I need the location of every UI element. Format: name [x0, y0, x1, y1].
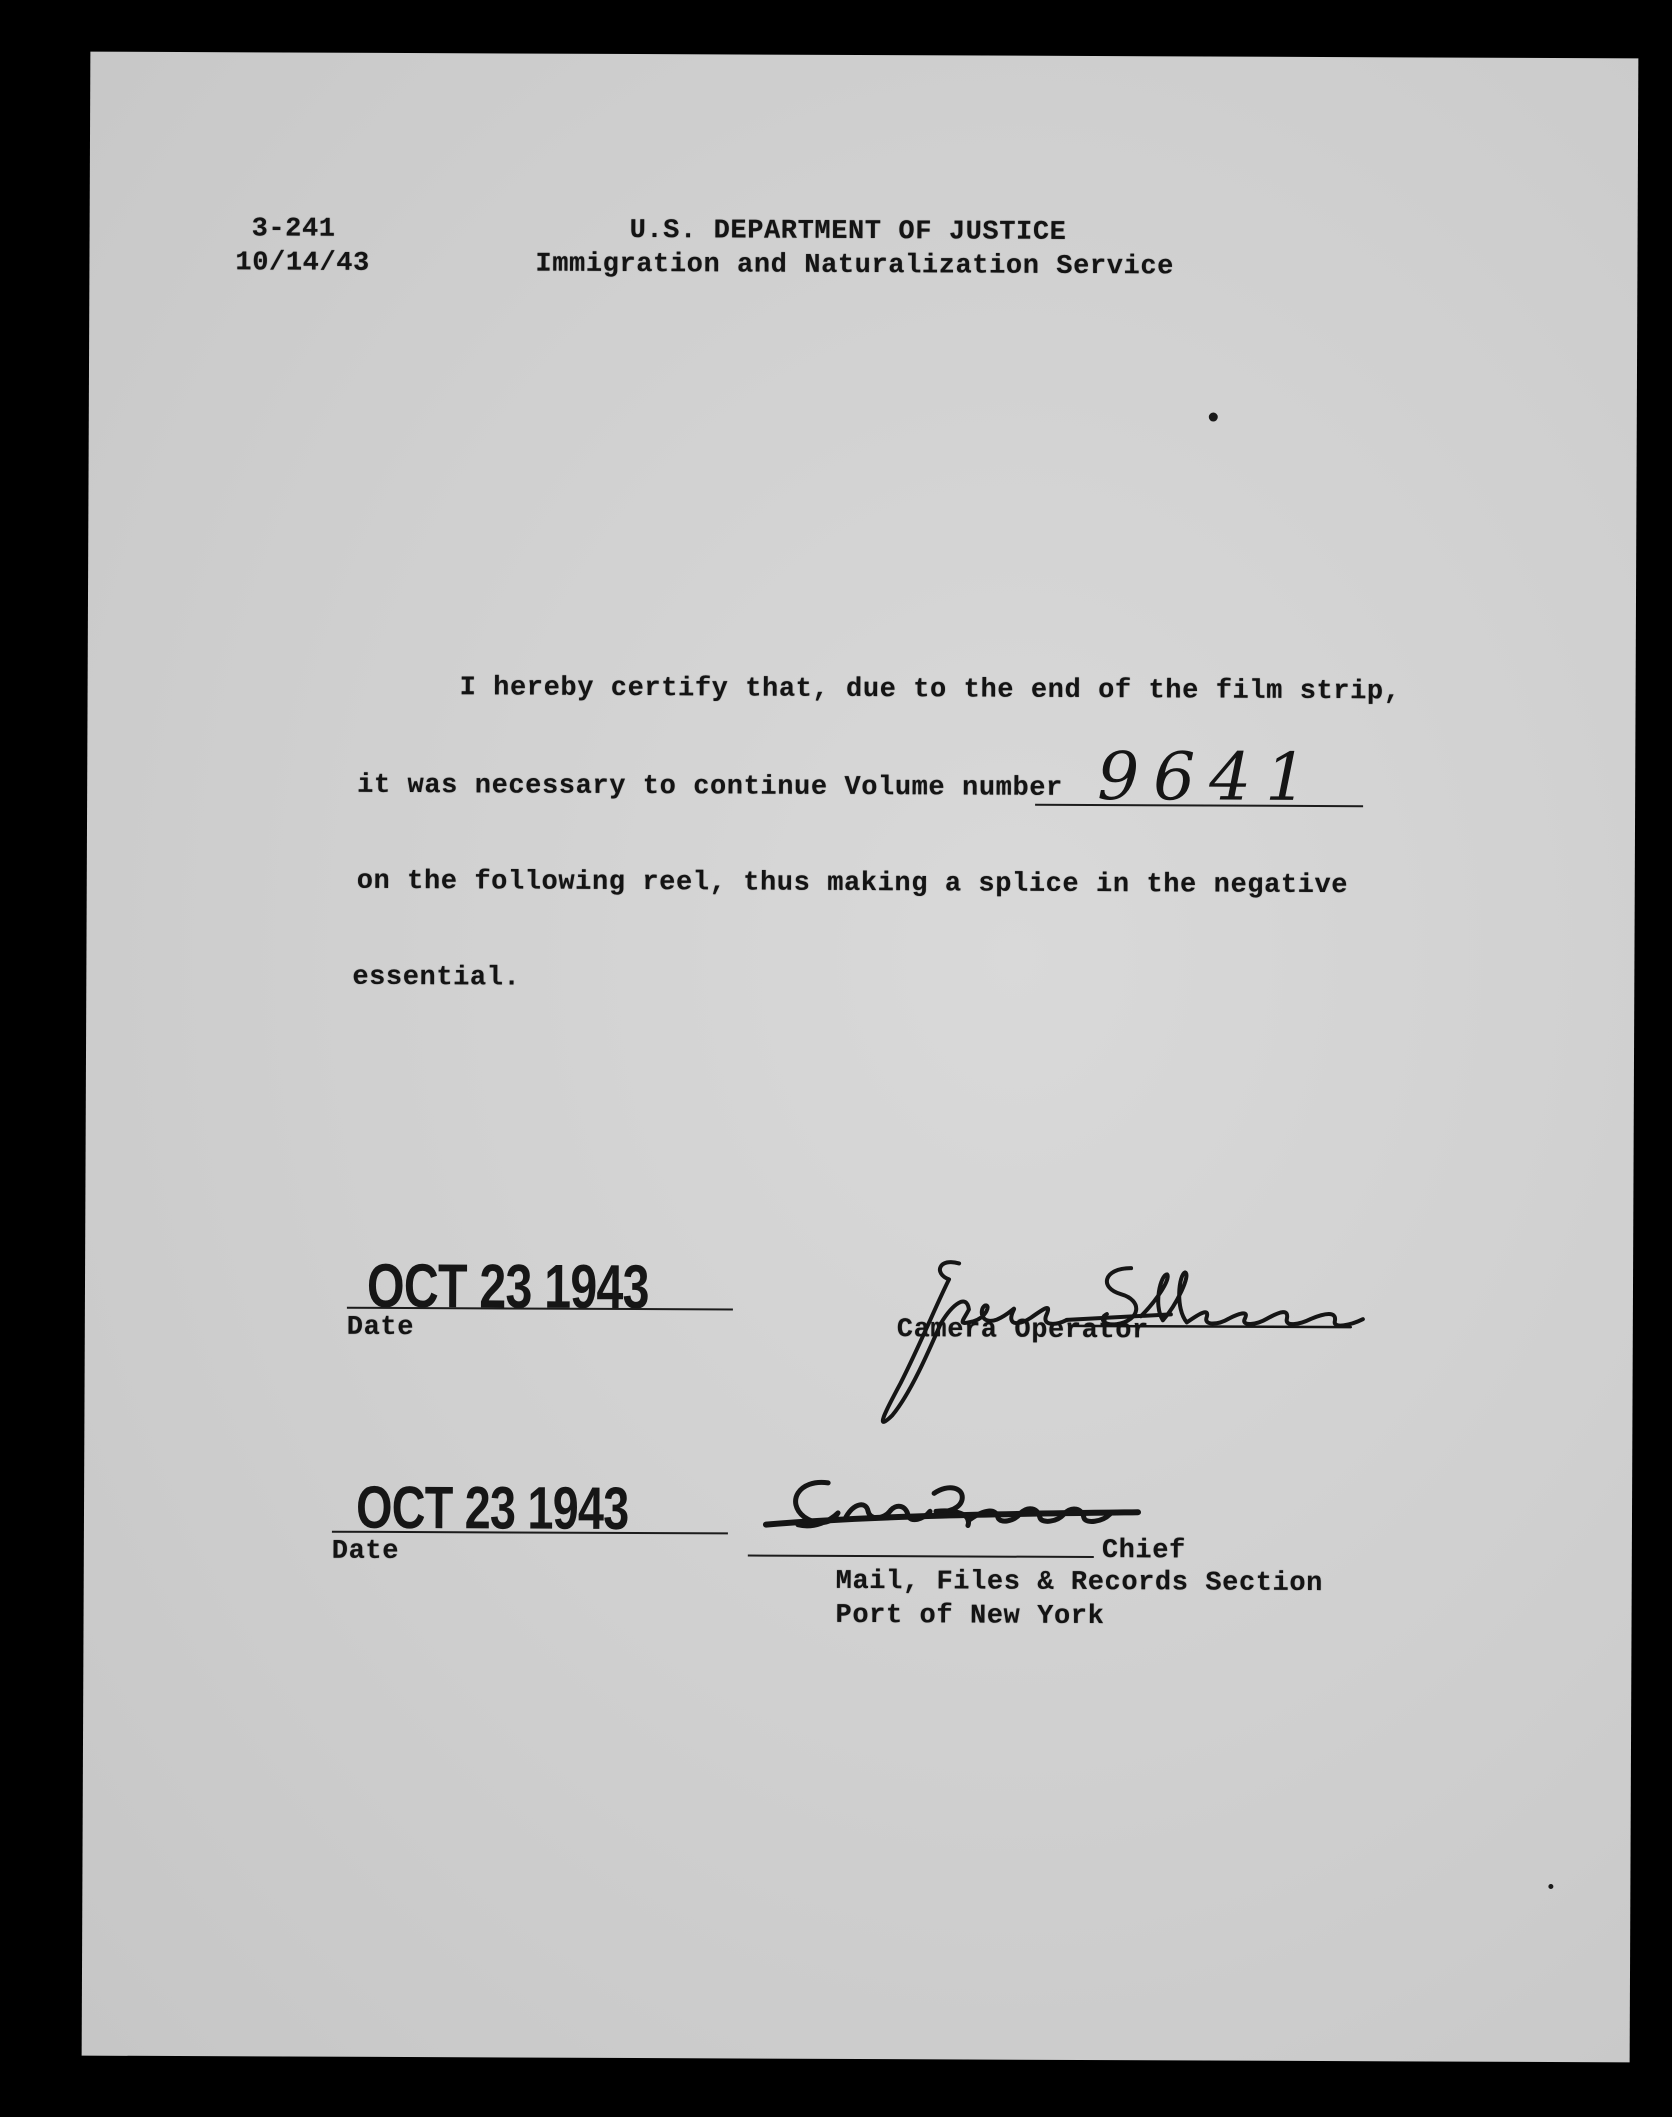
section-label: Mail, Files & Records Section: [835, 1566, 1324, 1600]
chief-label: Chief: [1101, 1536, 1186, 1567]
ink-speck: [1209, 413, 1218, 422]
port-label: Port of New York: [835, 1600, 1105, 1633]
certification-line-3: on the following reel, thus making a splice in the negative: [356, 866, 1349, 902]
form-revision-date: 10/14/43: [235, 248, 370, 279]
department-heading: U.S. DEPARTMENT OF JUSTICE: [629, 215, 1067, 248]
document-page: [82, 52, 1639, 2063]
camera-date-label: Date: [346, 1312, 415, 1344]
camera-operator-label: Camera Operator: [896, 1315, 1149, 1347]
ink-speck: [1548, 1884, 1553, 1889]
chief-date-label: Date: [331, 1536, 400, 1567]
service-heading: Immigration and Naturalization Service: [535, 249, 1175, 283]
volume-number-handwritten: 9641: [1097, 738, 1322, 817]
camera-date-stamp: OCT 23 1943: [366, 1251, 649, 1323]
certification-line-2: it was necessary to continue Volume number: [357, 770, 1063, 804]
form-number: 3-241: [251, 214, 336, 245]
certification-line-1: I hereby certify that, due to the end of the film strip,: [459, 673, 1401, 708]
certification-line-4: essential.: [352, 962, 521, 994]
chief-date-stamp: OCT 23 1943: [355, 1473, 629, 1542]
